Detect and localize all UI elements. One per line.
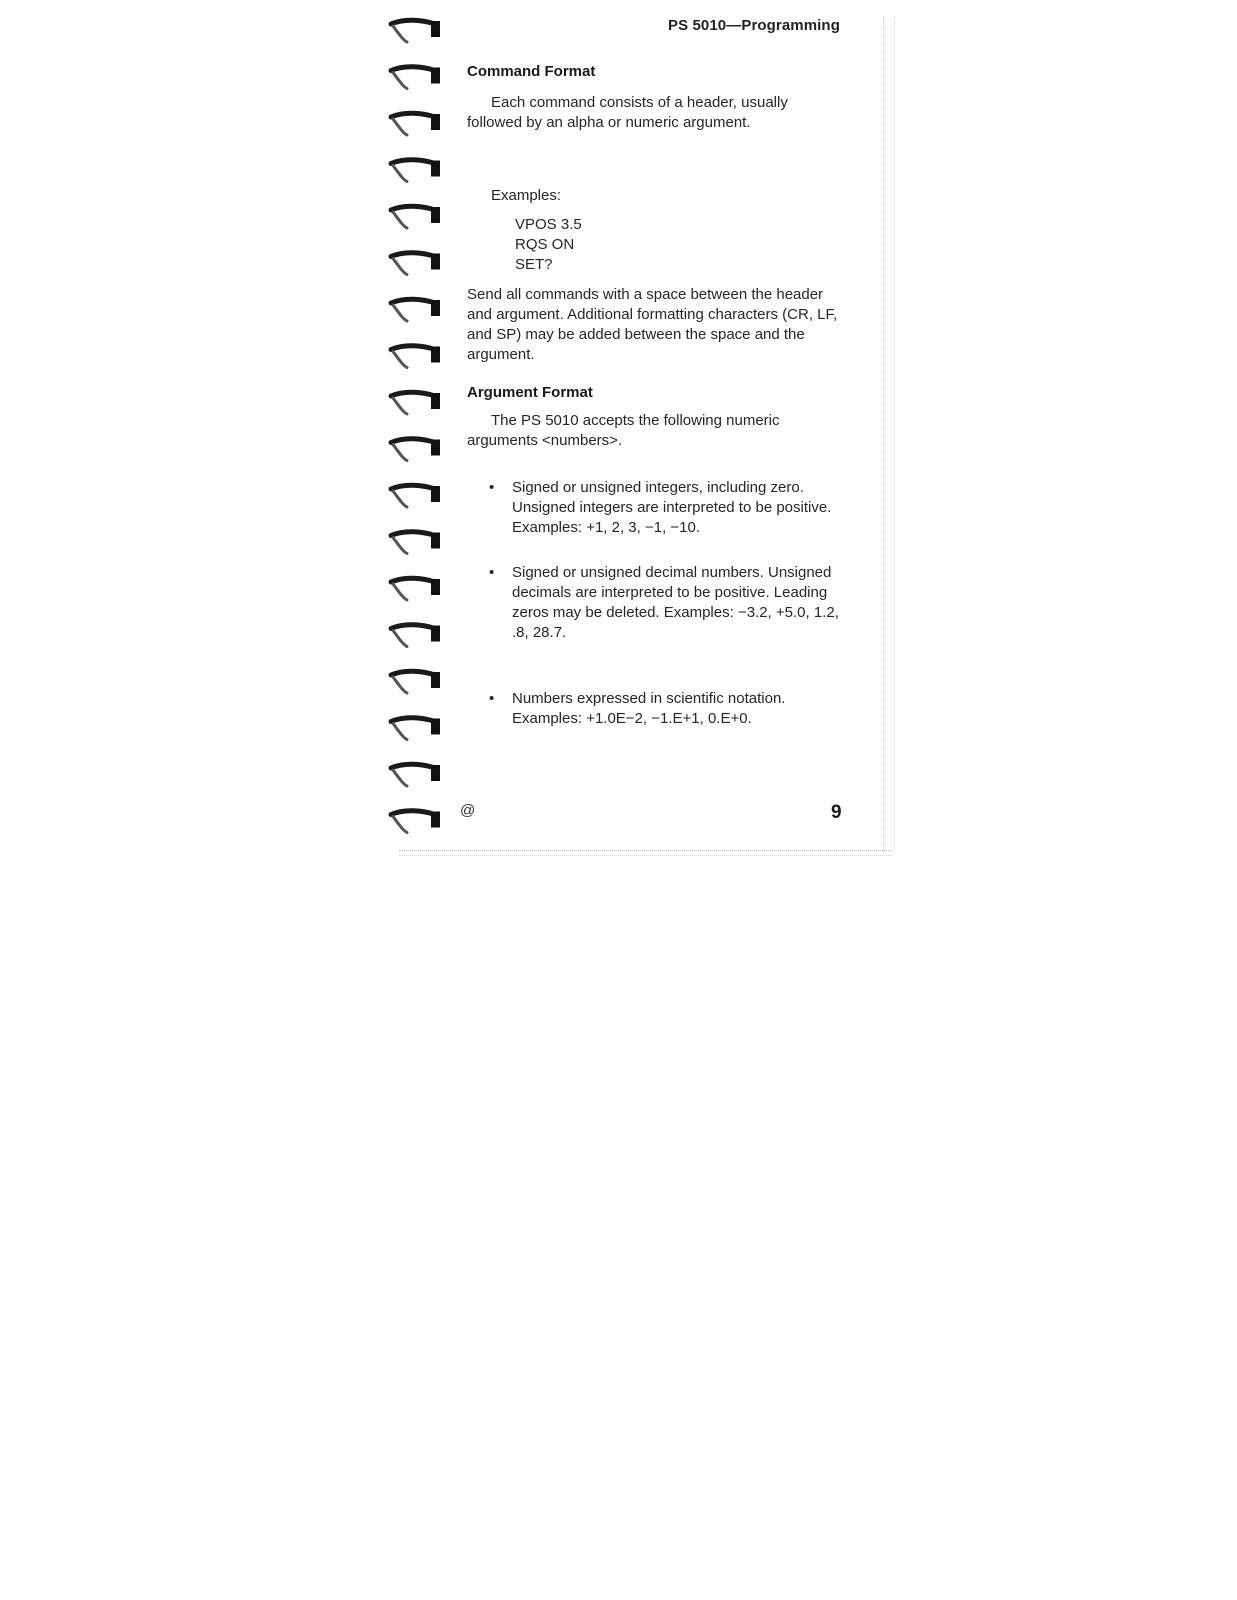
binding-coil (391, 206, 440, 228)
binding-coil (391, 299, 440, 321)
binding-coil (391, 20, 440, 42)
argument-bullet: • Numbers expressed in scientific notation. Examples: +1.0E−2, −1.E+1, 0.E+0. (467, 689, 845, 729)
command-format-note: Send all commands with a space between the header and argument. Additional formatting characters (CR, LF, and SP) may be added between the space and the argument. (467, 286, 838, 363)
argument-list (467, 478, 845, 729)
footer-symbol: @ (460, 802, 476, 819)
binding-coil (391, 253, 440, 275)
example-item: VPOS 3.5 (515, 216, 582, 233)
binding-coil (391, 67, 440, 89)
page-edge-right (883, 16, 895, 852)
binding-coil (391, 578, 440, 600)
argument-format-intro: The PS 5010 accepts the following numeric arguments <numbers>. (467, 412, 780, 449)
example-item: RQS ON (515, 236, 575, 253)
binding-coil (391, 346, 440, 368)
manual-page (385, 12, 895, 858)
binding-coil (391, 764, 440, 786)
binding-coil (391, 439, 440, 461)
binding-coil (391, 532, 440, 554)
example-item: SET? (515, 256, 553, 273)
examples-label: Examples: (491, 187, 562, 204)
binding-coil (391, 485, 440, 507)
command-format-intro: Each command consists of a header, usually followed by an alpha or numeric argument. (467, 94, 788, 131)
examples-list (467, 215, 845, 275)
binding-coil (391, 671, 440, 693)
binding-coil (391, 160, 440, 182)
argument-bullet: • Signed or unsigned integers, including zero. Unsigned integers are interpreted to be positive. Examples: +1, 2, 3, −1, −10. (467, 478, 845, 538)
page-number: 9 (831, 802, 842, 823)
binding-coil (391, 113, 440, 135)
argument-bullet: • Signed or unsigned decimal numbers. Unsigned decimals are interpreted to be positive. Leading zeros may be deleted. Examples: −3.2, +5.0, 1.2, .8, 28.7. (467, 563, 845, 643)
binding-coil (391, 811, 440, 833)
page-content (467, 62, 845, 744)
spiral-binding (385, 12, 445, 842)
binding-coil (391, 625, 440, 647)
binding-coil (391, 392, 440, 414)
page-edge-bottom (399, 850, 893, 856)
argument-format-heading: Argument Format (467, 384, 593, 401)
running-header: PS 5010—Programming (668, 17, 840, 34)
binding-coil (391, 718, 440, 740)
command-format-heading: Command Format (467, 63, 596, 80)
